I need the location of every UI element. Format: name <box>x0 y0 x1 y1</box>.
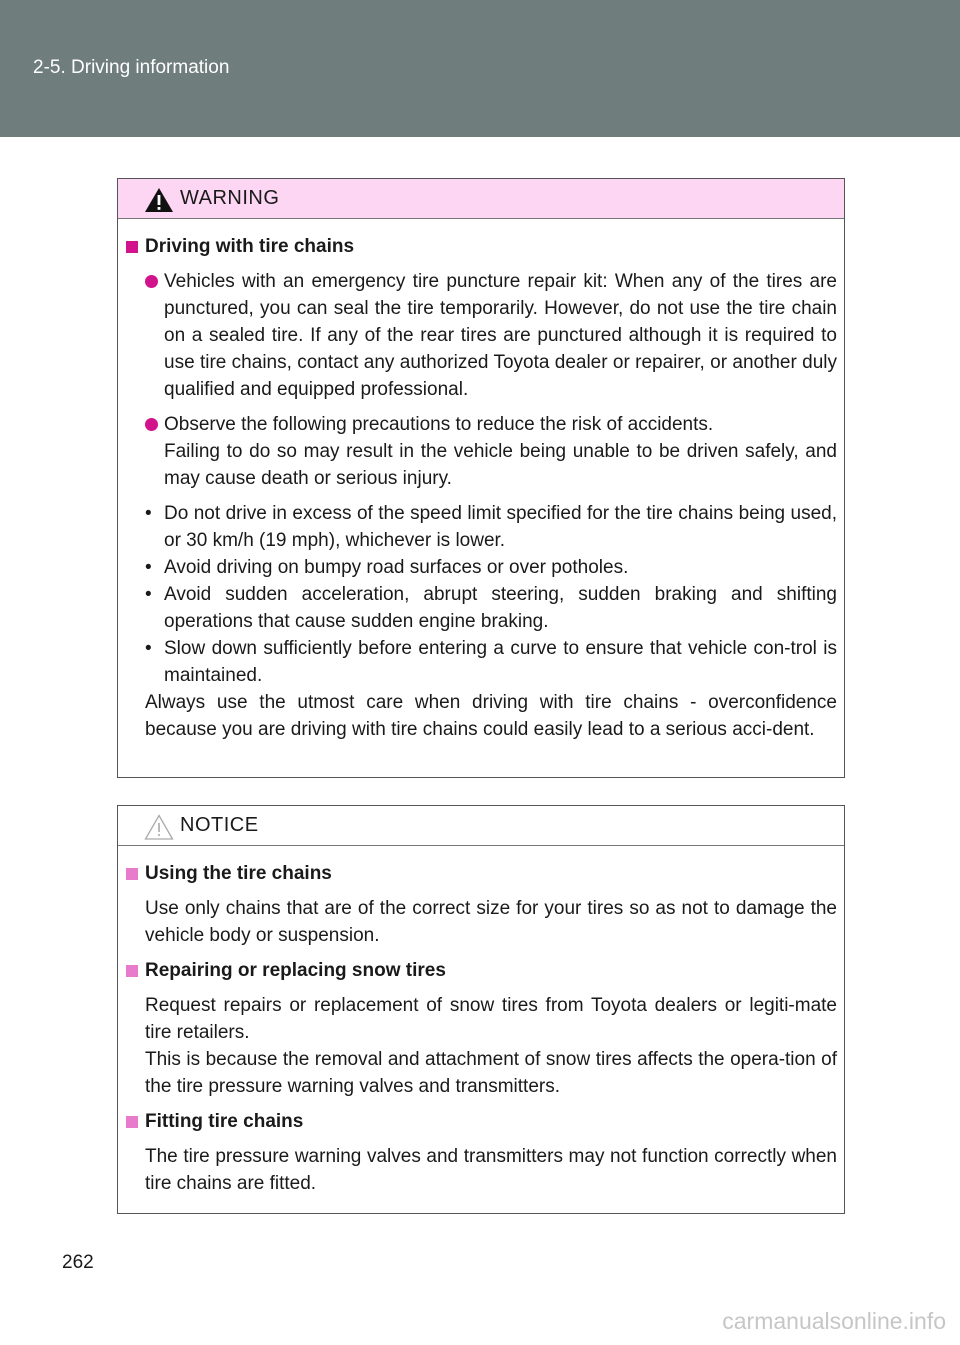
warning-body <box>118 219 844 743</box>
list-item <box>126 411 837 492</box>
notice-box <box>117 805 845 1214</box>
dash-bullet-icon: • <box>145 584 152 605</box>
caution-icon <box>144 814 174 840</box>
list-item <box>126 268 837 403</box>
notice-paragraph: Request repairs or replacement of snow tires from Toyota dealers or legiti-mate tire retailers. <box>145 995 837 1043</box>
watermark: carmanualsonline.info <box>722 1308 946 1334</box>
list-item <box>145 581 837 635</box>
notice-body <box>118 846 844 1197</box>
bullet-text-block <box>164 411 837 492</box>
page-number: 262 <box>62 1252 94 1273</box>
section-title: 2-5. Driving information <box>33 57 230 78</box>
bullet-continuation: Failing to do so may result in the vehicle being unable to be driven safely, and may cause death or serious injury. <box>164 441 837 489</box>
square-bullet-icon <box>126 965 138 977</box>
notice-section-title: Fitting tire chains <box>145 1111 304 1132</box>
precaution-list <box>126 500 837 689</box>
notice-paragraph: Use only chains that are of the correct size for your tires so as not to damage the vehicle body or suspension. <box>145 898 837 946</box>
list-item-text: Avoid sudden acceleration, abrupt steering, sudden braking and shifting operations that cause sudden engine braking. <box>164 584 837 632</box>
warning-section-title: Driving with tire chains <box>145 236 355 257</box>
list-item-text: Do not drive in excess of the speed limit specified for the tire chains being used, or 30 km/h (19 mph), whichever is lower. <box>164 503 837 551</box>
notice-paragraph: This is because the removal and attachment of snow tires affects the opera-tion of the tire pressure warning valves and transmitters. <box>145 1049 837 1097</box>
notice-section-heading <box>126 957 837 984</box>
notice-header <box>118 806 844 846</box>
bullet-text: Vehicles with an emergency tire puncture repair kit: When any of the tires are punctured, you can seal the tire temporarily. However, do not use the tire chain on a sealed tire. If any of the rear tires are punctured although it is required to use tire chains, contact any authorized Toyota dealer or repairer, or another duly qualified and equipped professional. <box>164 271 837 400</box>
dash-bullet-icon: • <box>145 557 152 578</box>
warning-title: WARNING <box>180 187 280 209</box>
notice-section-heading <box>126 860 837 887</box>
list-item <box>145 635 837 689</box>
page-header <box>0 0 960 137</box>
notice-section-title: Repairing or replacing snow tires <box>145 960 446 981</box>
bullet-text: Observe the following precautions to reduce the risk of accidents. <box>164 414 714 435</box>
square-bullet-icon <box>126 1116 138 1128</box>
list-item <box>145 554 837 581</box>
warning-header <box>118 179 844 219</box>
list-item-text: Avoid driving on bumpy road surfaces or over potholes. <box>164 557 629 578</box>
notice-paragraph: The tire pressure warning valves and transmitters may not function correctly when tire chains are fitted. <box>145 1146 837 1194</box>
dash-bullet-icon: • <box>145 503 152 524</box>
notice-section-title: Using the tire chains <box>145 863 332 884</box>
warning-box <box>117 178 845 778</box>
notice-section-heading <box>126 1108 837 1135</box>
warning-icon <box>144 187 174 213</box>
square-bullet-icon <box>126 868 138 880</box>
notice-title: NOTICE <box>180 814 259 836</box>
circle-bullet-icon <box>145 275 158 288</box>
square-bullet-icon <box>126 241 138 253</box>
warning-closing-text: Always use the utmost care when driving with tire chains - overconfidence because you are driving with tire chains could easily lead to a serious acci-dent. <box>145 692 837 740</box>
circle-bullet-icon <box>145 418 158 431</box>
list-item-text: Slow down sufficiently before entering a curve to ensure that vehicle con-trol is maintained. <box>164 638 837 686</box>
warning-section-heading <box>126 233 837 260</box>
list-item <box>145 500 837 554</box>
dash-bullet-icon: • <box>145 638 152 659</box>
